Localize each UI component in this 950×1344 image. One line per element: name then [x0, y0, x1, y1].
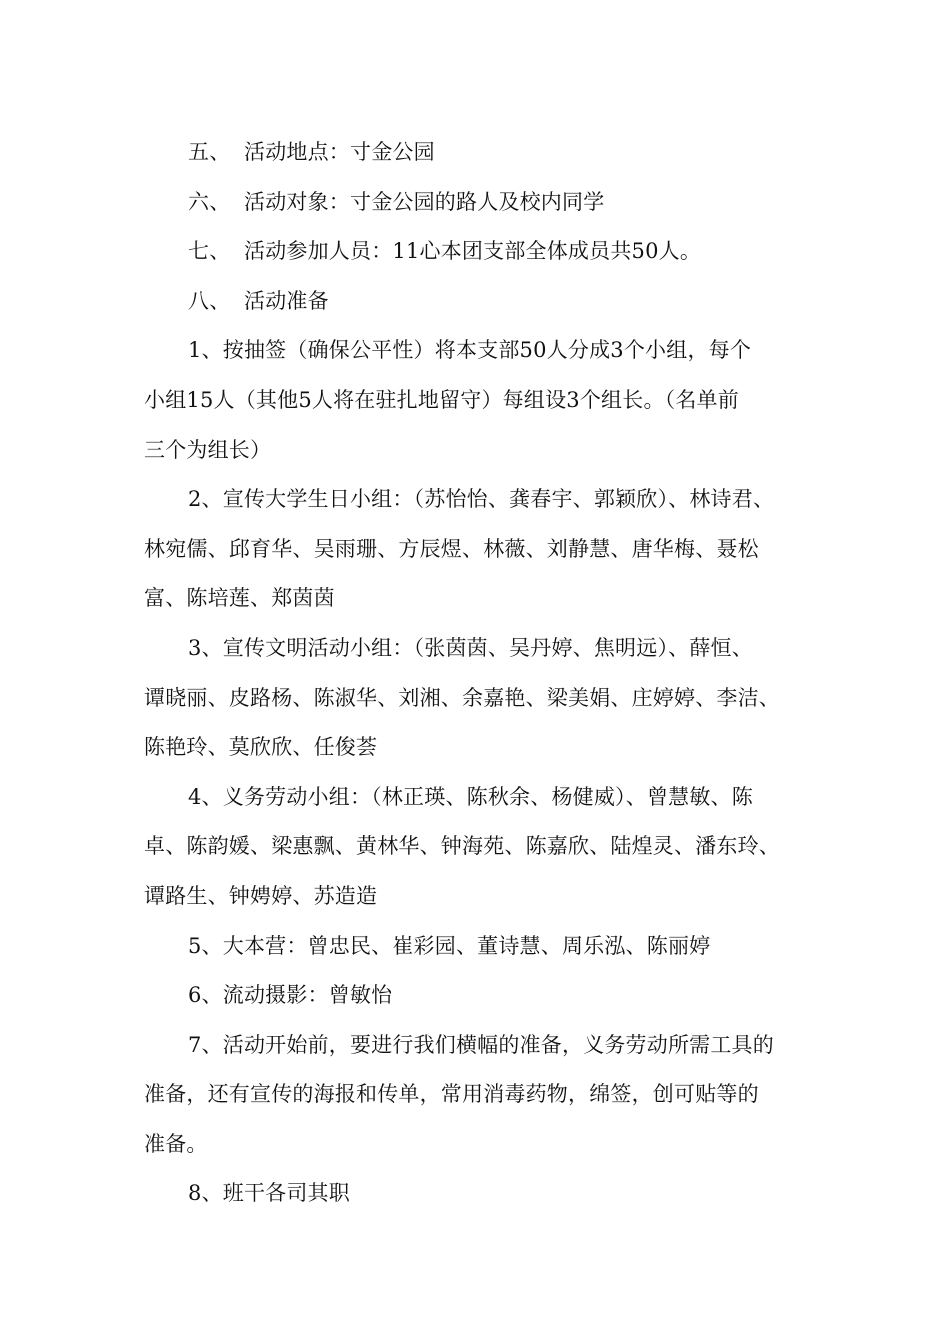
section-text: 活动参加人员：11心本团支部全体成员共50人。	[244, 239, 702, 264]
item-5	[144, 922, 820, 972]
item-2	[144, 475, 820, 624]
section-number: 六、	[188, 189, 231, 214]
item-7	[144, 1021, 820, 1170]
item-8	[144, 1169, 820, 1219]
section-8	[144, 277, 820, 327]
item-line: 三个为组长）	[144, 437, 272, 462]
item-line: 7、活动开始前，要进行我们横幅的准备，义务劳动所需工具的	[188, 1032, 774, 1057]
document-body	[144, 128, 820, 1219]
item-6	[144, 971, 820, 1021]
item-line: 8、班干各司其职	[188, 1181, 350, 1206]
item-line: 5、大本营：曾忠民、崔彩园、董诗慧、周乐泓、陈丽婷	[188, 933, 711, 958]
item-line: 3、宣传文明活动小组：（张茵茵、吴丹婷、焦明远）、薛恒、	[188, 635, 753, 660]
item-line: 6、流动摄影：曾敏怡	[188, 983, 393, 1008]
item-line: 富、陈培莲、郑茵茵	[144, 586, 335, 611]
item-line: 准备，还有宣传的海报和传单，常用消毒药物，绵签，创可贴等的	[144, 1082, 759, 1107]
item-line: 2、宣传大学生日小组：（苏怡怡、龚春宇、郭颖欣）、林诗君、	[188, 487, 775, 512]
section-6	[144, 178, 820, 228]
item-line: 谭路生、钟娉婷、苏造造	[144, 883, 378, 908]
section-text: 活动对象：寸金公园的路人及校内同学	[244, 189, 605, 214]
section-number: 五、	[188, 140, 231, 164]
section-7	[144, 227, 820, 277]
item-line: 4、义务劳动小组：（林正瑛、陈秋余、杨健威）、曾慧敏、陈	[188, 784, 753, 809]
item-4	[144, 773, 820, 922]
section-5	[144, 128, 820, 178]
item-line: 林宛儒、邱育华、吴雨珊、方辰煜、林薇、刘静慧、唐华梅、聂松	[144, 536, 759, 561]
item-line: 谭晓丽、皮路杨、陈淑华、刘湘、余嘉艳、梁美娟、庄婷婷、李洁、	[144, 685, 780, 710]
item-3	[144, 624, 820, 773]
section-number: 八、	[188, 288, 231, 313]
section-text: 活动地点：寸金公园	[244, 140, 435, 164]
item-line: 小组15人（其他5人将在驻扎地留守）每组设3个组长。（名单前	[144, 387, 739, 412]
item-line: 卓、陈韵媛、梁惠飘、黄林华、钟海苑、陈嘉欣、陆煌灵、潘东玲、	[144, 834, 780, 859]
item-line: 陈艳玲、莫欣欣、任俊荟	[144, 735, 378, 760]
item-1	[144, 326, 820, 475]
section-text: 活动准备	[244, 288, 329, 313]
item-line: 1、按抽签（确保公平性）将本支部50人分成3个小组，每个	[188, 338, 752, 363]
section-number: 七、	[188, 239, 231, 264]
item-line: 准备。	[144, 1131, 208, 1156]
